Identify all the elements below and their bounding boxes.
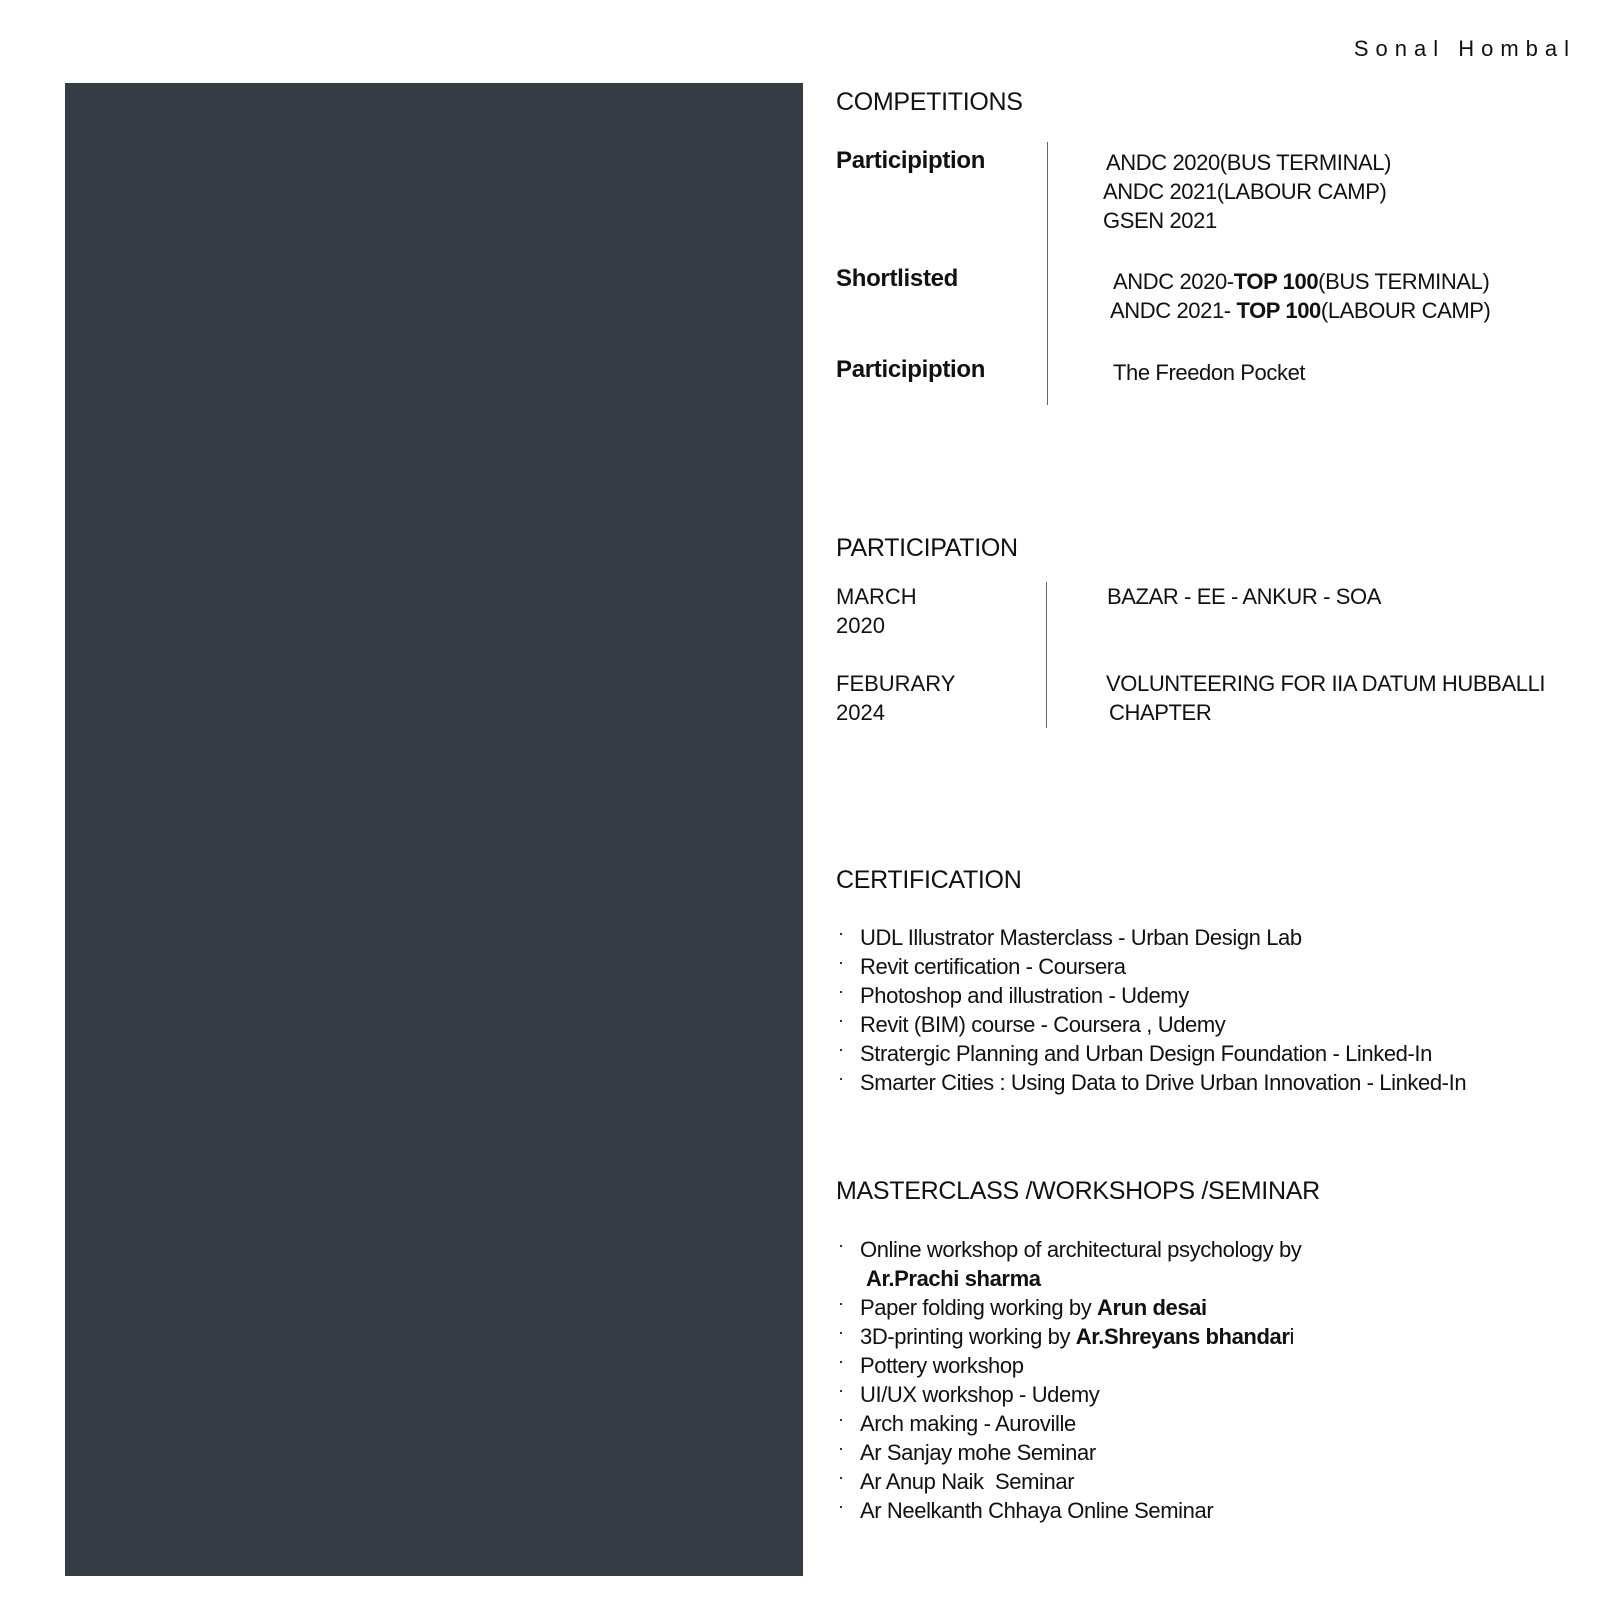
list-item: · Revit certification - Coursera [836, 952, 1466, 981]
competition-item: ANDC 2020(BUS TERMINAL) [1106, 150, 1392, 175]
image-placeholder-panel [65, 83, 803, 1576]
certification-list [836, 923, 1466, 1097]
competition-item: The Freedon Pocket [1113, 360, 1306, 385]
certification-heading: CERTIFICATION [836, 866, 1022, 894]
list-item: · Stratergic Planning and Urban Design Foundation - Linked-In [836, 1039, 1466, 1068]
list-item: · Ar Neelkanth Chhaya Online Seminar [836, 1496, 1301, 1525]
competition-values [1103, 148, 1392, 235]
competitions-heading: COMPETITIONS [836, 88, 1023, 116]
masterclass-heading: MASTERCLASS /WORKSHOPS /SEMINAR [836, 1177, 1320, 1205]
participation-event: BAZAR - EE - ANKUR - SOA [1107, 584, 1382, 609]
list-item: · Paper folding working by Arun desai [836, 1293, 1301, 1322]
list-item: · Photoshop and illustration - Udemy [836, 981, 1466, 1010]
author-name: Sonal Hombal [1353, 36, 1576, 61]
participation-date: MARCH 2020 [836, 584, 917, 638]
list-item: · Arch making - Auroville [836, 1409, 1301, 1438]
list-item: · Ar Anup Naik Seminar [836, 1467, 1301, 1496]
competition-values [1110, 267, 1491, 325]
list-item: · UI/UX workshop - Udemy [836, 1380, 1301, 1409]
list-item: · 3D-printing working by Ar.Shreyans bhandari [836, 1322, 1301, 1351]
list-item: · Online workshop of architectural psychology by Ar.Prachi sharma [836, 1235, 1301, 1293]
competition-item: ANDC 2020-TOP 100(BUS TERMINAL) [1113, 269, 1490, 294]
participation-heading: PARTICIPATION [836, 534, 1018, 562]
list-item: · Pottery workshop [836, 1351, 1301, 1380]
participation-date: FEBURARY 2024 [836, 671, 956, 725]
divider [1046, 582, 1047, 728]
participation-event: VOLUNTEERING FOR IIA DATUM HUBBALLI CHAPTER [1106, 671, 1546, 725]
competition-item: GSEN 2021 [1103, 208, 1217, 233]
divider [1047, 142, 1048, 405]
list-item: · UDL Illustrator Masterclass - Urban Design Lab [836, 923, 1466, 952]
competition-label: Participiption [836, 147, 986, 174]
list-item: · Ar Sanjay mohe Seminar [836, 1438, 1301, 1467]
list-item: · Smarter Cities : Using Data to Drive Urban Innovation - Linked-In [836, 1068, 1466, 1097]
competition-label: Participiption [836, 356, 986, 383]
list-item: · Revit (BIM) course - Coursera , Udemy [836, 1010, 1466, 1039]
competition-item: ANDC 2021- TOP 100(LABOUR CAMP) [1110, 298, 1491, 323]
masterclass-list [836, 1235, 1301, 1525]
competition-item: ANDC 2021(LABOUR CAMP) [1103, 179, 1387, 204]
competition-label: Shortlisted [836, 265, 959, 292]
